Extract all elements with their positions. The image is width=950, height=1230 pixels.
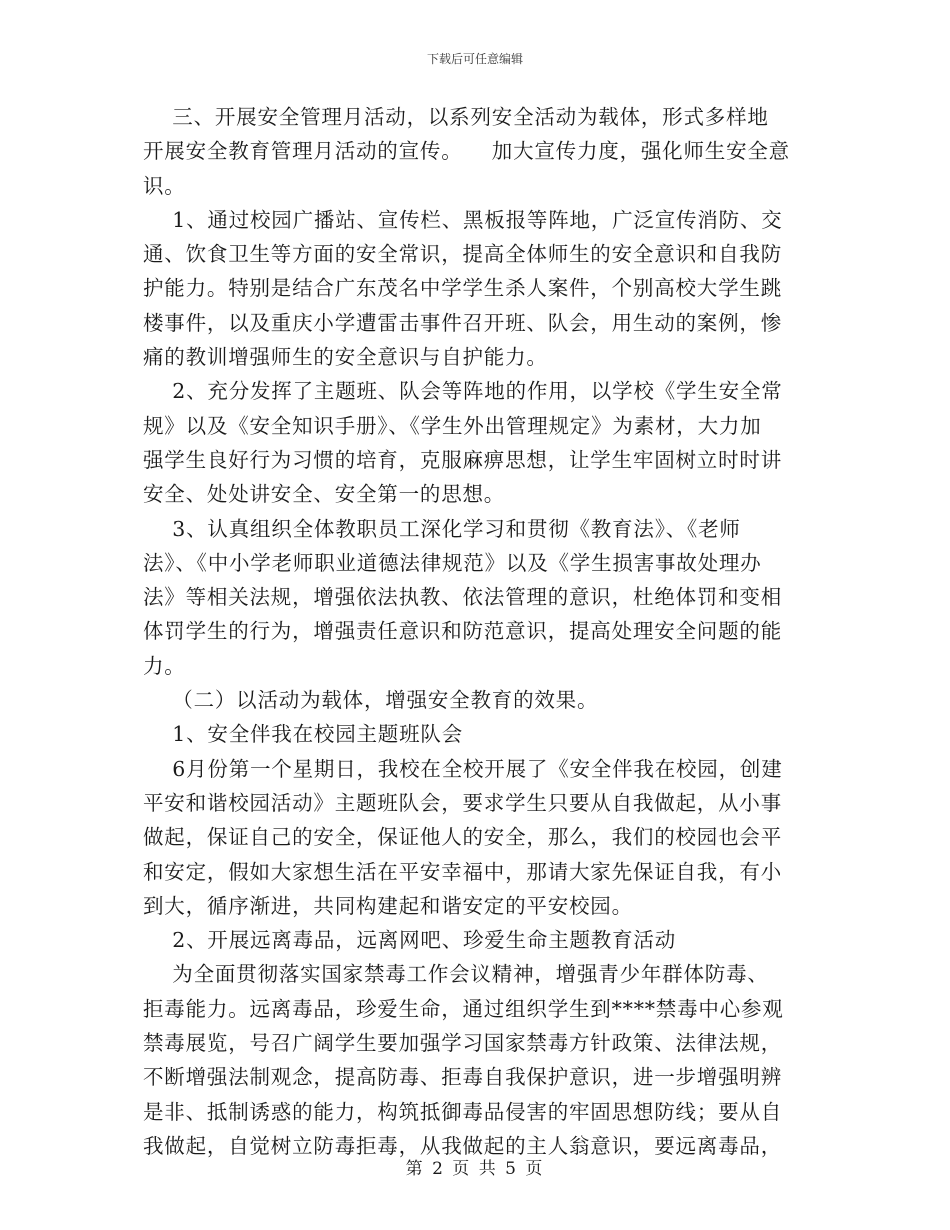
page-header: 下载后可任意编辑 — [426, 52, 523, 66]
text-line: 护能力。特别是结合广东茂名中学学生杀人案件，个别高校大学生跳 — [143, 276, 782, 301]
document-body — [143, 100, 815, 1163]
text-line: 1、通过校园广播站、宣传栏、黑板报等阵地，广泛宣传消防、交 — [143, 207, 783, 232]
text-line: 安全、处处讲安全、安全第一的思想。 — [143, 482, 506, 507]
text-line: 和安定，假如大家想生活在平安幸福中，那请大家先保证自我，有小 — [143, 859, 782, 884]
text-line: 通、饮食卫生等方面的安全常识，提高全体师生的安全意识和自我防 — [143, 242, 782, 267]
text-line: （二）以活动为载体，增强安全教育的效果。 — [143, 688, 599, 713]
text-line: 拒毒能力。远离毒品，珍爱生命，通过组织学生到****禁毒中心参观 — [143, 996, 784, 1021]
text-line: 识。 — [143, 173, 186, 198]
text-line: 禁毒展览，号召广阔学生要加强学习国家禁毒方针政策、法律法规， — [143, 1031, 782, 1056]
page-footer: 第 2 页 共 5 页 — [405, 1159, 545, 1179]
text-line: 1、安全伴我在校园主题班队会 — [143, 722, 464, 747]
text-line: 3、认真组织全体教职员工深化学习和贯彻《教育法》、《老师 — [143, 516, 741, 541]
text-line: 规》以及《安全知识手册》、《学生外出管理规定》为素材，大力加 — [143, 413, 762, 438]
text-line: 为全面贯彻落实国家禁毒工作会议精神，增强青少年群体防毒、 — [143, 962, 769, 987]
text-line: 是非、抵制诱惑的能力，构筑抵御毒品侵害的牢固思想防线；要从自 — [143, 1099, 782, 1124]
text-line: 开展安全教育管理月活动的宣传。 加大宣传力度，强化师生安全意 — [143, 139, 790, 164]
text-line: 2、开展远离毒品，远离网吧、珍爱生命主题教育活动 — [143, 928, 677, 953]
text-line: 2、充分发挥了主题班、队会等阵地的作用，以学校《学生安全常 — [143, 379, 783, 404]
text-line: 法》、《中小学老师职业道德法律规范》以及《学生损害事故处理办 — [143, 550, 762, 575]
text-line: 平安和谐校园活动》主题班队会，要求学生只要从自我做起，从小事 — [143, 790, 782, 815]
text-line: 力。 — [143, 653, 186, 678]
text-line: 强学生良好行为习惯的培育，克服麻痹思想，让学生牢固树立时时讲 — [143, 447, 782, 472]
text-line: 痛的教训增强师生的安全意识与自护能力。 — [143, 345, 548, 370]
text-line: 不断增强法制观念，提高防毒、拒毒自我保护意识，进一步增强明辨 — [143, 1065, 782, 1090]
text-line: 我做起，自觉树立防毒拒毒，从我做起的主人翁意识，要远离毒品， — [143, 1133, 782, 1158]
text-line: 楼事件，以及重庆小学遭雷击事件召开班、队会，用生动的案例，惨 — [143, 310, 782, 335]
text-line: 做起，保证自己的安全，保证他人的安全，那么，我们的校园也会平 — [143, 825, 782, 850]
text-line: 6月份第一个星期日，我校在全校开展了《安全伴我在校园，创建 — [143, 756, 783, 781]
text-line: 三、开展安全管理月活动，以系列安全活动为载体，形式多样地 — [143, 105, 769, 129]
text-line: 到大，循序渐进，共同构建起和谐安定的平安校园。 — [143, 893, 633, 918]
text-line: 体罚学生的行为，增强责任意识和防范意识，提高处理安全问题的能 — [143, 619, 782, 644]
text-line: 法》等相关法规，增强依法执教、依法管理的意识，杜绝体罚和变相 — [143, 585, 782, 610]
